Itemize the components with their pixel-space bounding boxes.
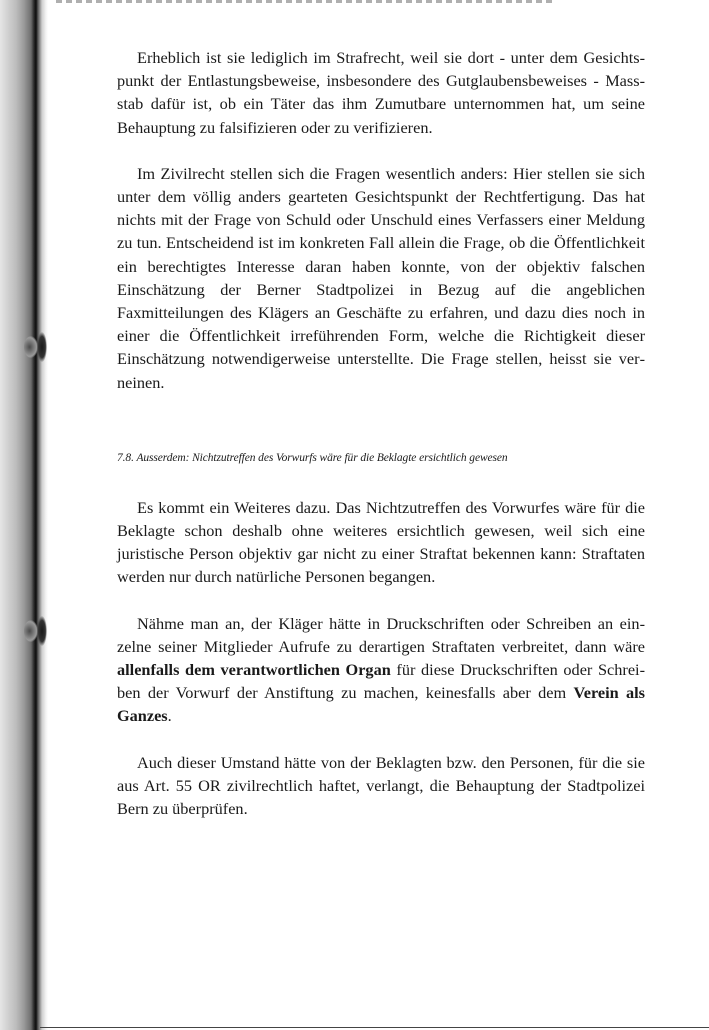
section-number: 7.8. <box>117 451 134 464</box>
section-title: Ausserdem: Nichtzutreffen des Vorwurfs wäre für die Beklagte ersichtlich gewesen <box>136 451 508 464</box>
bottom-edge-line <box>40 1027 709 1028</box>
paragraph-zivilrecht: Im Zivilrecht stellen sich die Fragen wesentlich anders: Hier stellen sie sich unter dem völlig anders gearteten Gesichtspunkt der Rechtfertigung. Das hat nichts mit der Frage von Schuld oder Unschuld eines Verfassers einer Meldung zu tun. Entscheidend ist im konkreten Fall allein die Frage, ob die Öffentlichkeit ein berechtigtes Interesse daran haben konnte, von der objektiv falschen Einschätzung der Berner Stadtpolizei in Bezug auf die angeblichen Faxmitteilungen des Klägers an Geschäfte zu erfahren, und dazu dies noch in einer die Öffentlichkeit irreführenden Form, welche die Richtigkeit dieser Einschätzung notwendigerweise unterstellte. Die Frage stellen, heisst sie verneinen. <box>117 163 645 392</box>
bold-phrase-verein: Verein als Ganzes <box>117 683 645 726</box>
bold-phrase-organ: allenfalls dem verantwortlichen Organ <box>117 660 391 680</box>
binder-ring-top <box>24 330 50 364</box>
cropped-header-line <box>56 0 556 3</box>
text-segment: für diese Druckschriften oder Schreiben der Vorwurf der Anstiftung zu machen, keinesfalls aber dem <box>117 660 646 703</box>
scan-binding-shadow <box>0 0 48 1030</box>
paragraph-juristische-person: Es kommt ein Weiteres dazu. Das Nichtzutreffen des Vorwurfes wäre für die Beklagte schon deshalb ohne weiteres ersichtlich gewesen, weil sich eine juristische Person objektiv gar nicht zu einer Straftat bekennen kann: Straftaten werden nur durch natürliche Personen begangen. <box>117 497 645 587</box>
text-segment: Nähme man an, der Kläger hätte in Druckschriften oder Schreiben an einzelne seiner Mitglieder Aufrufe zu derartigen Straftaten verbreitet, dann wäre <box>117 613 645 656</box>
paragraph-strafrecht: Erheblich ist sie lediglich im Strafrecht, weil sie dort - unter dem Gesichtspunkt der Entlastungsbeweise, insbesondere des Gutglaubensbeweises - Massstab dafür ist, ob ein Täter das ihm Zumutbare unternommen hat, um seine Behauptung zu falsifizieren oder zu verifizieren. <box>117 48 645 137</box>
text-segment: . <box>167 706 172 726</box>
section-heading <box>117 450 645 466</box>
binder-ring-bottom <box>24 614 50 648</box>
page-body <box>117 46 645 843</box>
paragraph-druckschriften <box>117 612 645 728</box>
paragraph-umstand: Auch dieser Umstand hätte von der Beklagten bzw. den Personen, für die sie aus Art. 55 OR zivilrechtlich haftet, verlangt, die Behauptung der Stadtpolizei Bern zu überprüfen. <box>117 752 645 819</box>
